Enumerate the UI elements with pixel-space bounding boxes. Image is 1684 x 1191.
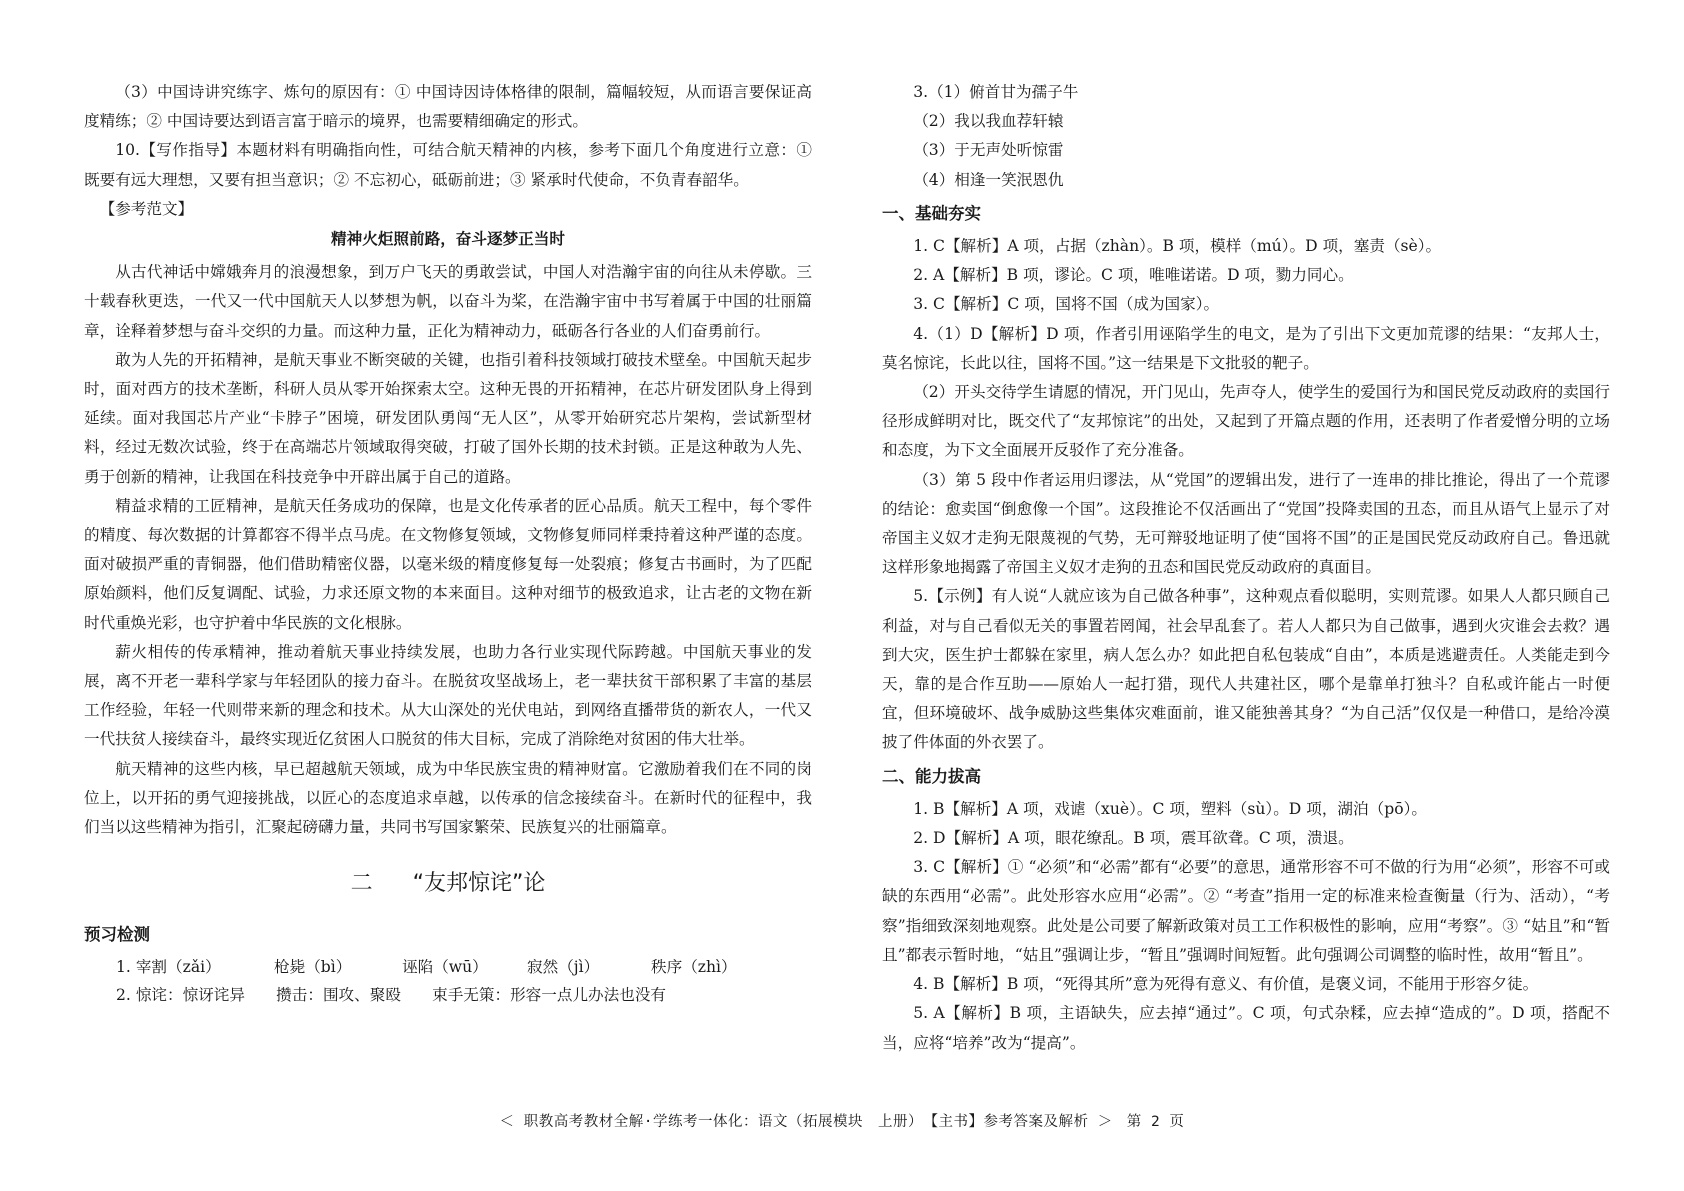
chapter-title: “友邦惊诧”论 — [412, 871, 546, 897]
page-footer — [0, 1110, 1684, 1131]
basic-answer: （2）开头交待学生请愿的情况，开门见山，先声夺人，使学生的爱国行为和国民党反动政府的卖国行径形成鲜明对比，既交代了“友邦惊诧”的出处，又起到了开篇点题的作用，还表明了作者爱憎分明的立场和态度，为下文全面展开反驳作了充分准备。 — [882, 383, 1610, 460]
answer-10-writing-guide: 10.【写作指导】本题材料有明确指向性，可结合航天精神的内核，参考下面几个角度进行立意：① 既要有远大理想，又要有担当意识；② 不忘初心，砥砺前进；③ 紧承时代使命，不负青春韶华。 — [84, 141, 812, 189]
vocab-item: 诬陷（wū） — [402, 958, 488, 977]
vocab-row-2: 2. 惊诧：惊讶诧异 攒击：围攻、聚殴 束手无策：形容一点儿办法也没有 — [116, 986, 667, 1005]
advanced-answer: 5. A【解析】B 项，主语缺失，应去掉“通过”。C 项，句式杂糅，应去掉“造成的”。D 项，搭配不当，应将“培养”改为“提高”。 — [882, 1004, 1610, 1052]
essay-paragraph: 敢为人先的开拓精神，是航天事业不断突破的关键，也指引着科技领域打破技术壁垒。中国航天起步时，面对西方的技术垄断，科研人员从零开始探索太空。这种无畏的开拓精神，在芯片研发团队身上得到延续。面对我国芯片产业“卡脖子”困境，研发团队勇闯“无人区”，从零开始研究芯片架构，尝试新型材料，经过无数次试验，终于在高端芯片领域取得突破，打破了国外长期的技术封锁。正是这种敢为人先、勇于创新的精神，让我国在科技竞争中开辟出属于自己的道路。 — [84, 350, 812, 486]
advanced-answer: 2. D【解析】A 项，眼花缭乱。B 项，震耳欲聋。C 项，溃退。 — [913, 829, 1354, 848]
essay-paragraph: 精益求精的工匠精神，是航天任务成功的保障，也是文化传承者的匠心品质。航天工程中，每个零件的精度、每次数据的计算都容不得半点马虎。在文物修复领域，文物修复师同样秉持着这种严谨的态度。面对破损严重的青铜器，他们借助精密仪器，以毫米级的精度修复每一处裂痕；修复古书画时，为了匹配原始颜料，他们反复调配、试验，力求还原文物的本来面目。这种对细节的极致追求，让古老的文物在新时代重焕光彩，也守护着中华民族的文化根脉。 — [84, 496, 812, 632]
section-advanced-heading: 二、能力拔高 — [882, 766, 981, 786]
answer-3-item: （3）于无声处听惊雷 — [913, 141, 1064, 160]
basic-answer: 4.（1）D【解析】D 项，作者引用诬陷学生的电文，是为了引出下文更加荒谬的结果：“友邦人士，莫名惊诧，长此以往，国将不国。”这一结果是下文批驳的靶子。 — [882, 324, 1610, 372]
essay-paragraph: 薪火相传的传承精神，推动着航天事业持续发展，也助力各行业实现代际跨越。中国航天事业的发展，离不开老一辈科学家与年轻团队的接力奋斗。在脱贫攻坚战场上，老一辈扶贫干部积累了丰富的基层工作经验，年轻一代则带来新的理念和技术。从大山深处的光伏电站，到网络直播带货的新农人，一代又一代扶贫人接续奋斗，最终实现近亿贫困人口脱贫的伟大目标，完成了消除绝对贫困的伟大壮举。 — [84, 642, 812, 749]
right-column — [882, 78, 1610, 1058]
essay-title: 精神火炬照前路，奋斗逐梦正当时 — [331, 230, 565, 249]
basic-answer: 3. C【解析】C 项，国将不国（成为国家）。 — [913, 295, 1220, 314]
vocab-item: 1. 宰割（zǎi） — [116, 958, 221, 977]
vocab-item: 寂然（jì） — [527, 958, 600, 977]
basic-answer: 1. C【解析】A 项，占据（zhàn）。B 项，模样（mú）。D 项，塞责（sè）。 — [913, 237, 1442, 256]
essay-paragraph: 从古代神话中嫦娥奔月的浪漫想象，到万户飞天的勇敢尝试，中国人对浩瀚宇宙的向往从未停歇。三十载春秋更迭，一代又一代中国航天人以梦想为帆，以奋斗为桨，在浩瀚宇宙中书写着属于中国的壮丽篇章，诠释着梦想与奋斗交织的力量。而这种力量，正化为精神动力，砥砺各行各业的人们奋勇前行。 — [84, 263, 812, 340]
vocab-row-1 — [84, 953, 812, 981]
page-number: 第 2 页 — [1126, 1114, 1185, 1130]
chapter-number: 二 — [350, 871, 373, 897]
footer-book-title: ＜ 职教高考教材全解·学练考一体化：语文（拓展模块 上册） 【主书】参考答案及解析 ＞ — [499, 1114, 1113, 1130]
answer-3-item: 3.（1）俯首甘为孺子牛 — [913, 83, 1079, 101]
chapter-heading — [84, 864, 812, 904]
reference-essay-label: 【参考范文】 — [99, 199, 194, 218]
essay-paragraph: 航天精神的这些内核，早已超越航天领域，成为中华民族宝贵的精神财富。它激励着我们在不同的岗位上，以开拓的勇气迎接挑战，以匠心的态度追求卓越，以传承的信念接续奋斗。在新时代的征程中，我们当以这些精神为指引，汇聚起磅礴力量，共同书写国家繁荣、民族复兴的壮丽篇章。 — [84, 759, 812, 837]
preview-heading: 预习检测 — [84, 925, 150, 945]
advanced-answer: 1. B【解析】A 项，戏谑（xuè）。C 项，塑料（sù）。D 项，湖泊（pō）。 — [913, 799, 1427, 818]
vocab-item: 秩序（zhì） — [651, 958, 737, 977]
answer-3: （3）中国诗讲究练字、炼句的原因有：① 中国诗因诗体格律的限制，篇幅较短，从而语言要保证高度精练；② 中国诗要达到语言富于暗示的境界，也需要精细确定的形式。 — [84, 83, 812, 131]
answer-3-item: （4）相逢一笑泯恩仇 — [913, 170, 1064, 189]
basic-answer: （3）第 5 段中作者运用归谬法，从“党国”的逻辑出发，进行了一连串的排比推论，得出了一个荒谬的结论：愈卖国“倒愈像一个国”。这段推论不仅活画出了“党国”投降卖国的丑态，而且从语气上显示了对帝国主义奴才走狗无限蔑视的气势，无可辩驳地证明了使“国将不国”的正是国民党反动政府自己。鲁迅就这样形象地揭露了帝国主义奴才走狗的丑态和国民党反动政府的真面目。 — [882, 470, 1610, 577]
section-basic-heading: 一、基础夯实 — [882, 203, 981, 223]
basic-answer: 5.【示例】有人说“人就应该为自己做各种事”，这种观点看似聪明，实则荒谬。如果人人都只顾自己利益，对与自己看似无关的事置若罔闻，社会早乱套了。若人人都只为自己做事，遇到火灾谁会去救？遇到大灾，医生护士都躲在家里，病人怎么办？如此把自私包装成“自由”，本质是逃避责任。人类能走到今天，靠的是合作互助——原始人一起打猎，现代人共建社区，哪个是靠单打独斗？自私或许能占一时便宜，但环境破坏、战争威胁这些集体灾难面前，谁又能独善其身？“为自己活”仅仅是一种借口，是给冷漠披了件体面的外衣罢了。 — [882, 587, 1610, 752]
answer-3-item: （2）我以我血荐轩辕 — [913, 112, 1064, 131]
left-column — [84, 78, 812, 1009]
vocab-item: 枪毙（bì） — [274, 958, 352, 977]
advanced-answer: 3. C【解析】① “必须”和“必需”都有“必要”的意思，通常形容不可不做的行为用“必须”，形容不可或缺的东西用“必需”。此处形容水应用“必需”。② “考查”指用一定的标准来检查衡量（行为、活动），“考察”指细致深刻地观察。此处是公司要了解新政策对员工工作积极性的影响，应用“考察”。③ “姑且”和“暂且”都表示暂时地，“姑且”强调让步，“暂且”强调时间短暂。此句强调公司调整的临时性，故用“暂且”。 — [882, 858, 1610, 964]
advanced-answer: 4. B【解析】B 项，“死得其所”意为死得有意义、有价值，是褒义词，不能用于形容夕徒。 — [913, 975, 1539, 994]
basic-answer: 2. A【解析】B 项，谬论。C 项，唯唯诺诺。D 项，勠力同心。 — [913, 266, 1354, 285]
